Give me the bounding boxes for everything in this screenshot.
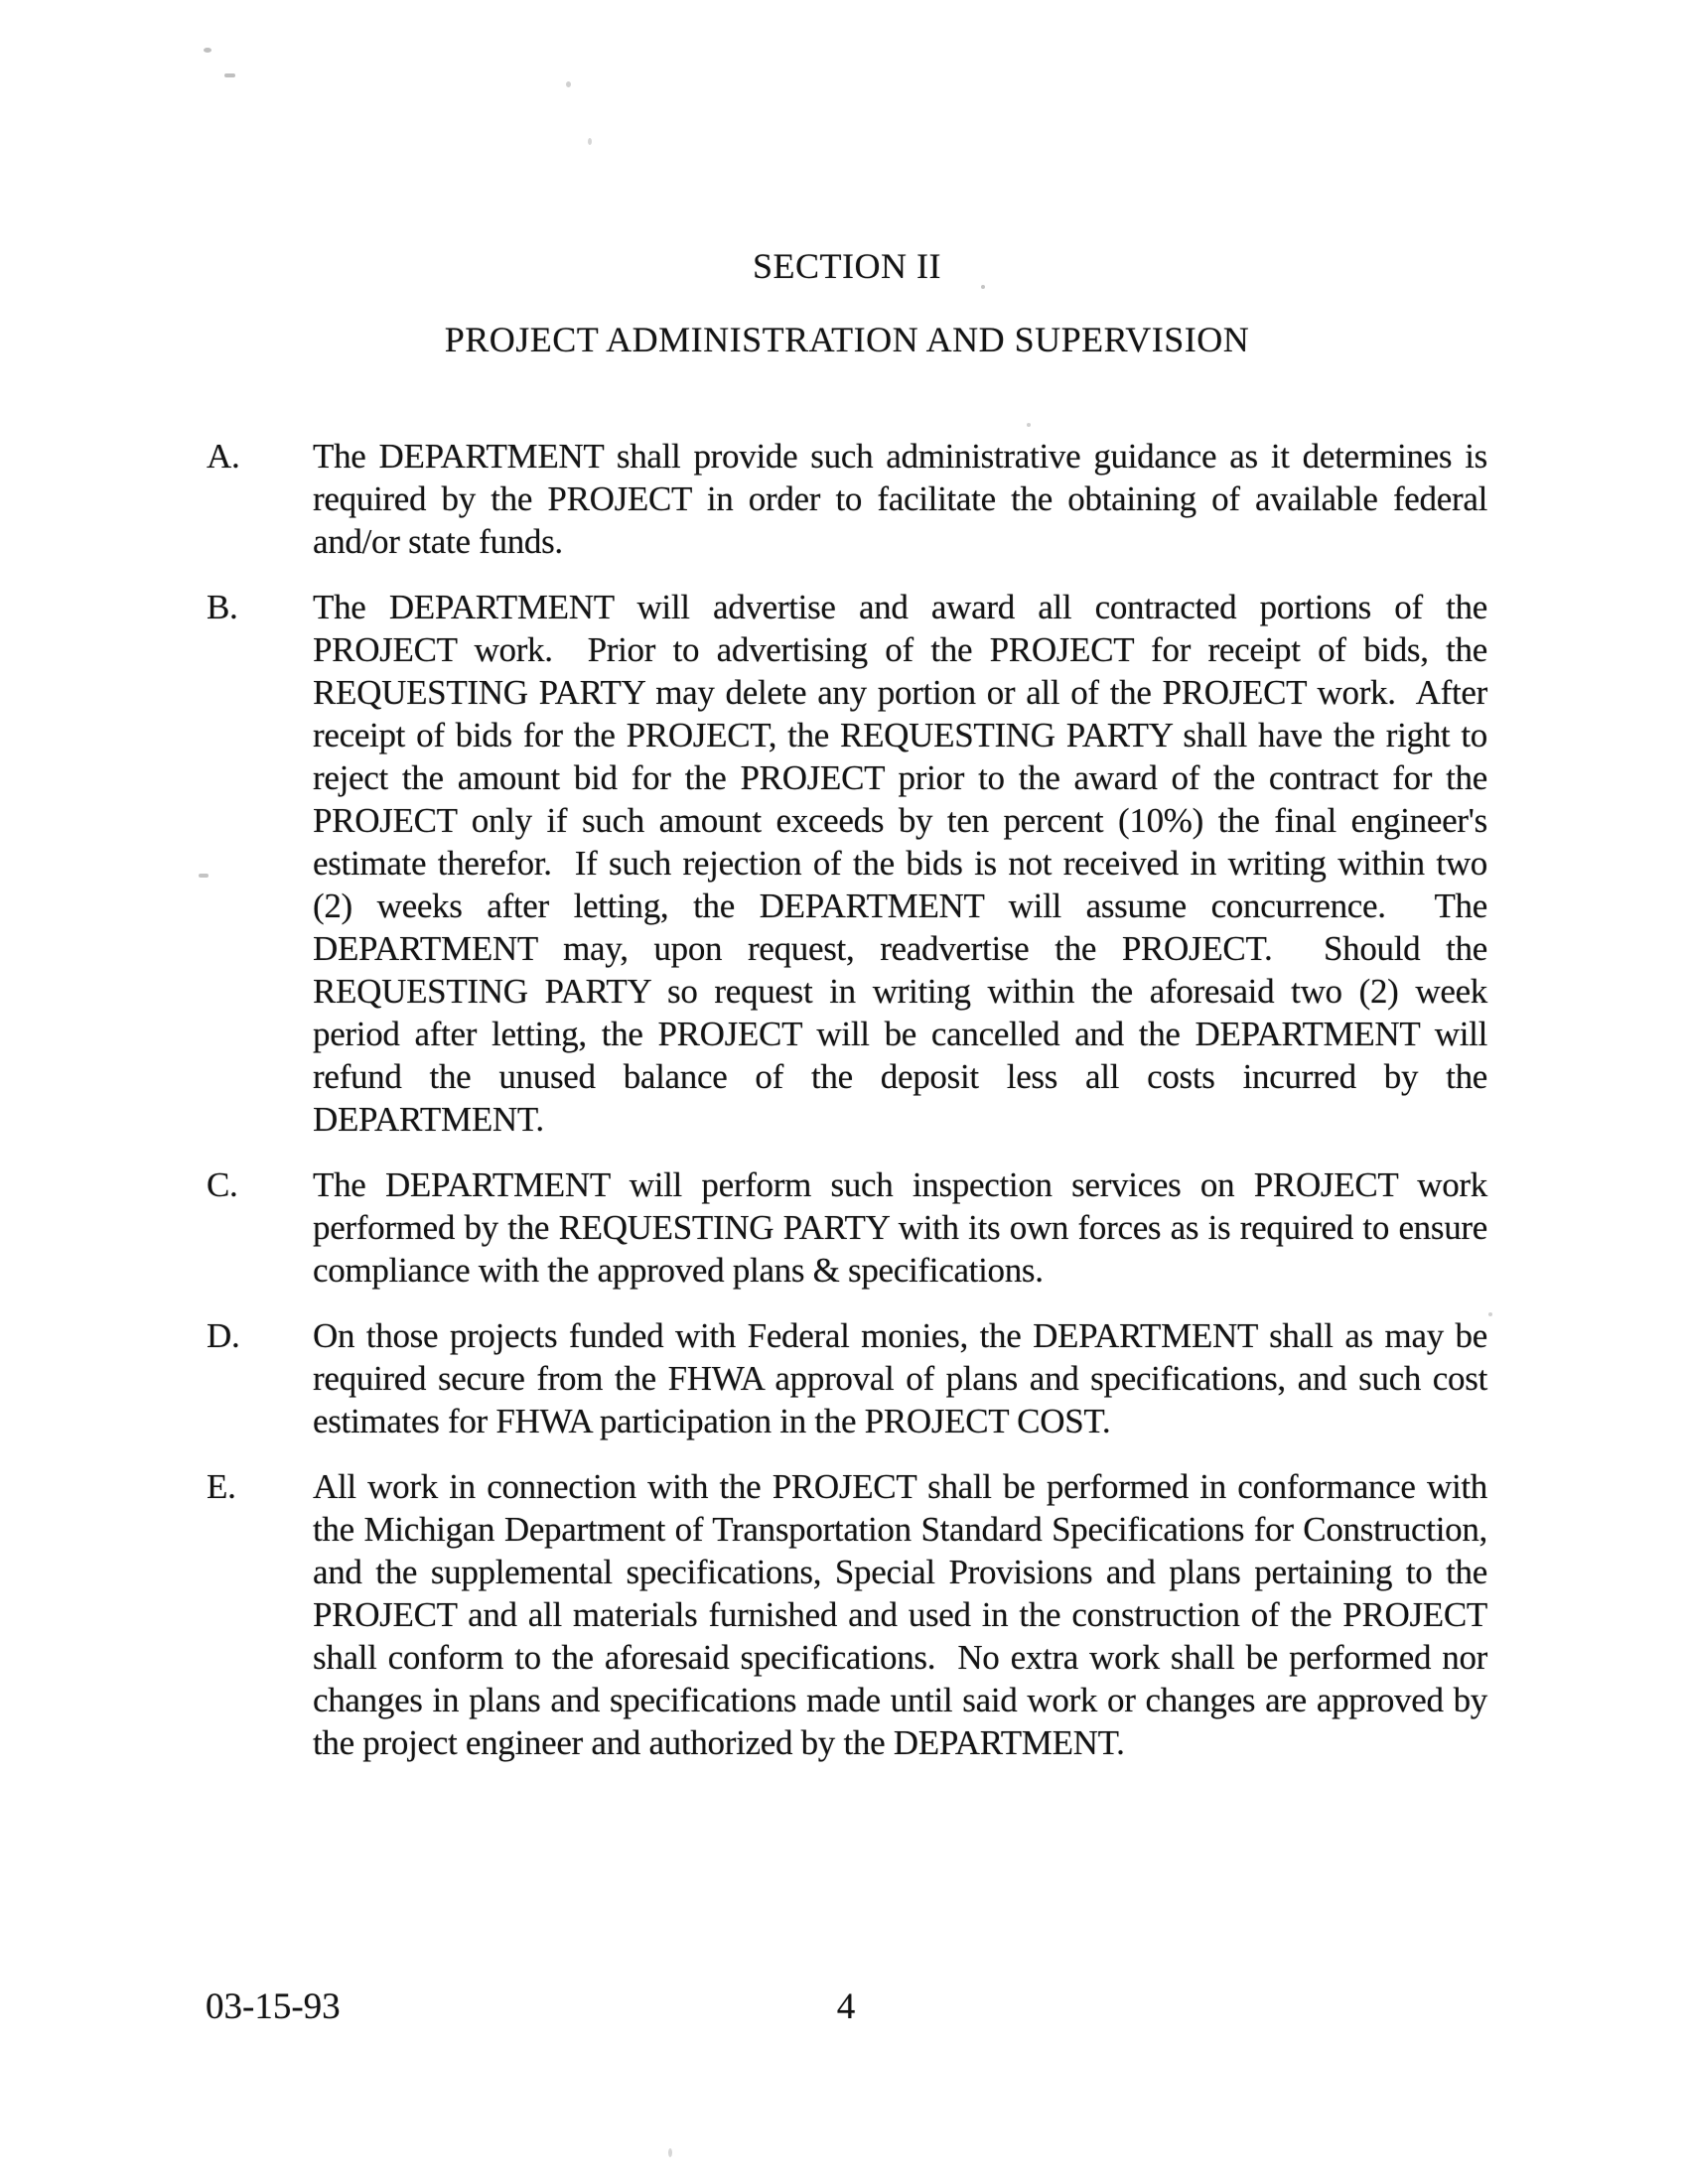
paragraph-c bbox=[207, 1163, 1496, 1292]
scan-speckle bbox=[566, 81, 571, 87]
paragraph-text: All work in connection with the PROJECT shall be performed in conformance with the Michigan Department of Transportation Standard Specifications for Construction, and the supplemental specifications, Special Provisions and plans pertaining to the PROJECT and all materials furnished and used in the construction of the PROJECT shall conform to the aforesaid specifications. No extra work shall be performed nor changes in plans and specifications made until said work or changes are approved by the project engineer and authorized by the DEPARTMENT. bbox=[313, 1467, 1496, 1762]
paragraph-text: The DEPARTMENT will advertise and award all contracted portions of the PROJECT work. Prior to advertising of the PROJECT for receipt of bids, the REQUESTING PARTY may delete any portion or all of the PROJECT work. After receipt of bids for the PROJECT, the REQUESTING PARTY shall have the right to reject the amount bid for the PROJECT prior to the award of the contract for the PROJECT only if such amount exceeds by ten percent (10%) the final engineer's estimate therefor. If such rejection of the bids is not received in writing within two (2) weeks after letting, the DEPARTMENT will assume concurrence. The DEPARTMENT may, upon request, readvertise the PROJECT. Should the REQUESTING PARTY so request in writing within the aforesaid two (2) week period after letting, the PROJECT will be cancelled and the DEPARTMENT will refund the unused balance of the deposit less all costs incurred by the DEPARTMENT. bbox=[313, 588, 1496, 1139]
paragraph-text: The DEPARTMENT shall provide such administrative guidance as it determines is required by the PROJECT in order to facilitate the obtaining of available federal and/or state funds. bbox=[313, 437, 1496, 561]
paragraph-label: B. bbox=[207, 588, 238, 626]
scan-speckle bbox=[668, 2148, 672, 2157]
section-heading: SECTION II bbox=[753, 246, 941, 286]
paragraph-label: C. bbox=[207, 1165, 238, 1204]
paragraph-a bbox=[207, 435, 1496, 563]
page-footer bbox=[206, 1986, 1486, 2028]
paragraph-label: E. bbox=[207, 1467, 236, 1506]
document-body bbox=[207, 246, 1496, 1787]
scan-speckle bbox=[204, 48, 211, 53]
scan-speckle bbox=[224, 73, 235, 77]
footer-date: 03-15-93 bbox=[206, 1986, 341, 2027]
paragraph-b bbox=[207, 586, 1496, 1141]
paragraph-d bbox=[207, 1314, 1496, 1442]
document-title: PROJECT ADMINISTRATION AND SUPERVISION bbox=[444, 320, 1250, 359]
scan-speckle bbox=[588, 138, 592, 145]
paragraph-text: The DEPARTMENT will perform such inspection services on PROJECT work performed by the REQUESTING PARTY with its own forces as is required to ensure compliance with the approved plans & specifications. bbox=[313, 1165, 1496, 1290]
paragraph-label: D. bbox=[207, 1316, 240, 1355]
page-number: 4 bbox=[836, 1986, 856, 2027]
paragraph-e bbox=[207, 1465, 1496, 1764]
paragraph-text: On those projects funded with Federal monies, the DEPARTMENT shall as may be required secure from the FHWA approval of plans and specifications, and such cost estimates for FHWA participation in the PROJECT COST. bbox=[313, 1316, 1496, 1440]
paragraph-label: A. bbox=[207, 437, 240, 476]
